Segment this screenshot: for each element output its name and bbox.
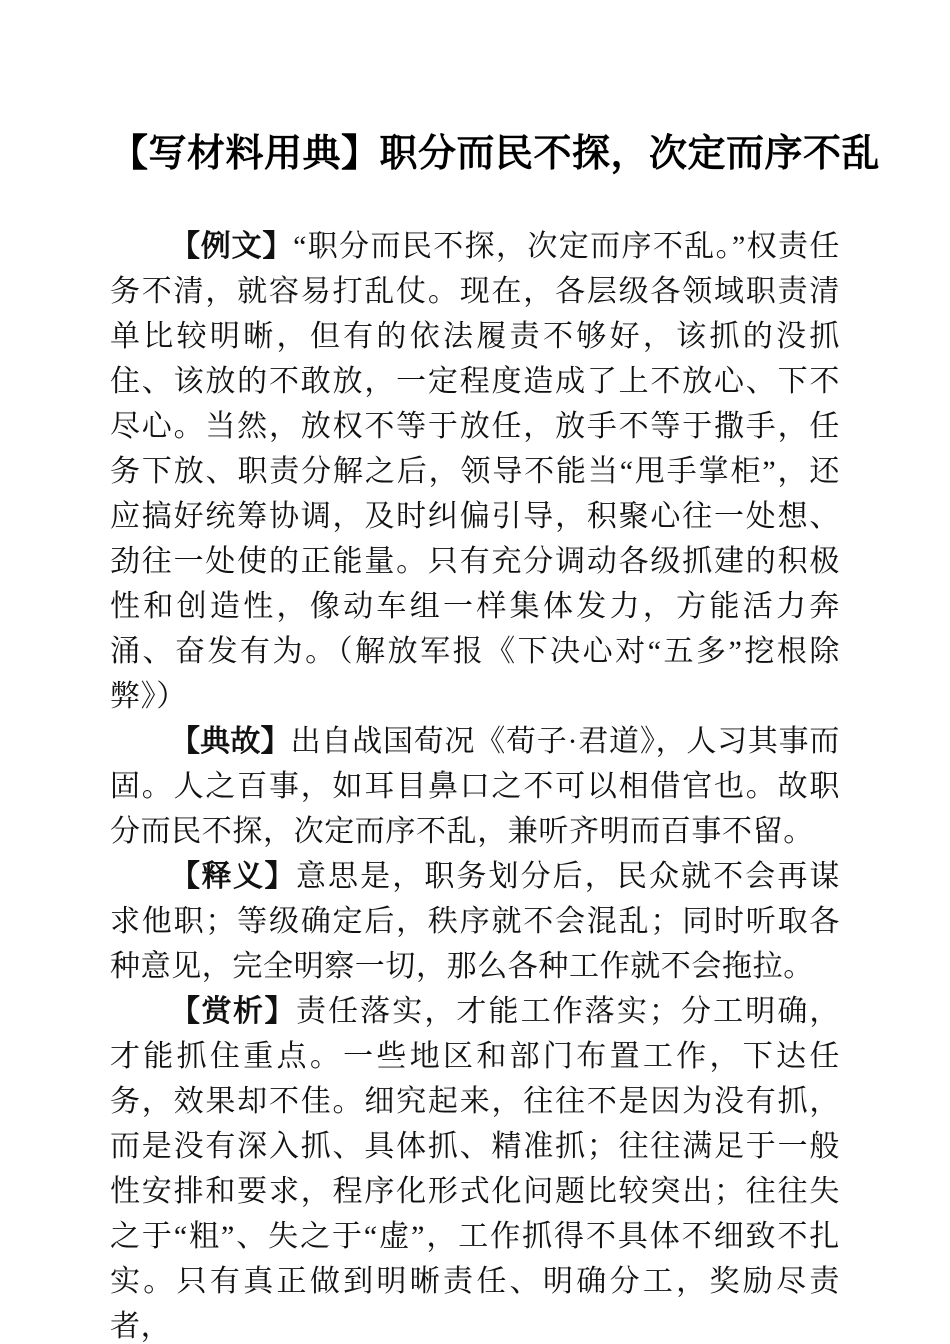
section-marker-shiyi: 【释义】 [170, 860, 296, 893]
section-marker-shangxi: 【赏析】 [170, 995, 296, 1028]
section-marker-liwen: 【例文】 [170, 230, 294, 263]
paragraph-liwen [110, 224, 840, 719]
paragraph-shiyi [110, 854, 840, 989]
page-content-area [110, 0, 881, 1344]
section-marker-diangu: 【典故】 [170, 725, 291, 758]
section-text-diangu: 出自战国荀况《荀子·君道》，人习其事而固。人之百事，如耳目鼻口之不可以相借官也。故职分而民不探，次定而序不乱，兼听齐明而百事不留。 [110, 725, 840, 848]
section-text-shangxi: 责任落实，才能工作落实；分工明确，才能抓住重点。一些地区和部门布置工作，下达任务，效果却不佳。细究起来，往往不是因为没有抓，而是没有深入抓、具体抓、精准抓；往往满足于一般性安排和要求，程序化形式化问题比较突出；往往失之于“粗”、失之于“虚”，工作抓得不具体不细致不扎实。只有真正做到明晰责任、明确分工，奖励尽责者， [110, 995, 841, 1343]
document-body [110, 224, 840, 1344]
paragraph-diangu [110, 719, 840, 854]
section-text-shiyi: 意思是，职务划分后，民众就不会再谋求他职；等级确定后，秩序就不会混乱；同时听取各种意见，完全明察一切，那么各种工作就不会拖拉。 [110, 860, 841, 983]
section-text-liwen: “职分而民不探，次定而序不乱。”权责任务不清，就容易打乱仗。现在，各层级各领域职责清单比较明晰，但有的依法履责不够好，该抓的没抓住、该放的不敢放，一定程度造成了上不放心、下不尽心。当然，放权不等于放任，放手不等于撒手，任务下放、职责分解之后，领导不能当“甩手掌柜”，还应搞好统筹协调，及时纠偏引导，积聚心往一处想、劲往一处使的正能量。只有充分调动各级抓建的积极性和创造性，像动车组一样集体发力，方能活力奔涌、奋发有为。（解放军报《下决心对“五多”挖根除弊》） [110, 230, 841, 713]
paragraph-shangxi [110, 989, 840, 1344]
page-title: 【写材料用典】职分而民不探，次定而序不乱 [110, 133, 881, 175]
